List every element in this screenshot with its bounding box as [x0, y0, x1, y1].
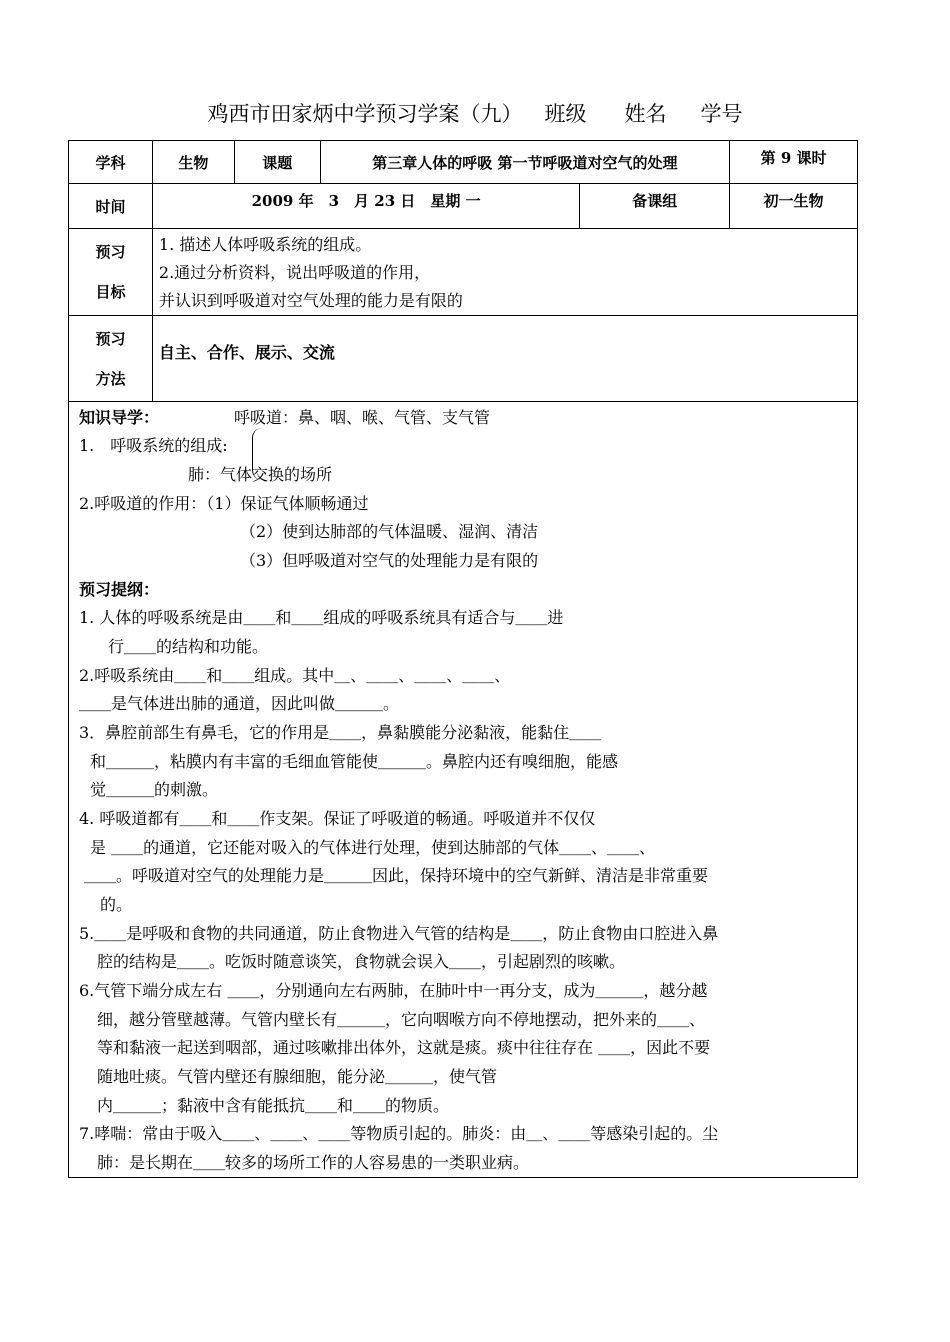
- group-label: 备课组: [580, 184, 730, 229]
- outline-title: 预习提纲：: [79, 580, 160, 599]
- q7-line-2: 肺：是长期在＿＿较多的场所工作的人容易患的一类职业病。: [97, 1153, 530, 1172]
- q3-line-3: 觉＿＿＿的刺激。: [90, 780, 219, 799]
- q4-line-1: 4. 呼吸道都有＿＿和＿＿作支架。保证了呼吸道的畅通。呼吸道并不仅仅: [79, 809, 596, 828]
- goal-label-2: 目标: [95, 283, 126, 301]
- q4-line-4: 的。: [100, 895, 133, 914]
- method-label-2: 方法: [95, 369, 126, 388]
- topic-label: 课题: [234, 141, 320, 184]
- title-main: 鸡西市田家炳中学预习学案（九）: [207, 102, 523, 126]
- group-value: 初一生物: [730, 184, 858, 229]
- title-class: 班级: [544, 102, 587, 126]
- goals-cell: [152, 229, 857, 316]
- q6-line-5: 内＿＿＿；黏液中含有能抵抗＿＿和＿＿的物质。: [97, 1096, 450, 1115]
- method-label: [69, 316, 153, 402]
- topic-value: 第三章人体的呼吸 第一节呼吸道对空气的处理: [320, 141, 729, 184]
- q1-line-1: 1. 人体的呼吸系统是由＿＿和＿＿组成的呼吸系统具有适合与＿＿进: [79, 608, 564, 627]
- goal-label-1: 预习: [95, 243, 126, 261]
- date-value: 2009 年 3 月 23 日 星期 一: [152, 184, 579, 229]
- q6-line-1: 6.气管下端分成左右 ＿＿，分别通向左右两肺，在肺叶中一再分支，成为＿＿＿，越分越: [79, 981, 708, 1000]
- goal-line-3: 并认识到呼吸道对空气处理的能力是有限的: [158, 291, 463, 310]
- method-label-1: 预习: [95, 329, 126, 348]
- goal-line-1: 1. 描述人体呼吸系统的组成。: [158, 235, 372, 254]
- title-name: 姓名: [624, 102, 667, 126]
- method-value: 自主、合作、展示、交流: [152, 316, 857, 402]
- q5-line-1: 5.＿＿是呼吸和食物的共同通道，防止食物进入气管的结构是＿＿，防止食物由口腔进入鼻: [79, 924, 719, 943]
- airway-line: 呼吸道：鼻、咽、喉、气管、支气管: [234, 408, 491, 427]
- q6-line-2: 细，越分管壁越薄。气管内壁长有＿＿＿，它向咽喉方向不停地摆动，把外来的＿＿、: [97, 1010, 706, 1029]
- lung-line: 肺：气体交换的场所: [188, 465, 333, 484]
- lesson-number: 第 9 课时: [730, 141, 858, 184]
- q6-line-3: 等和黏液一起送到咽部，通过咳嗽排出体外，这就是痰。痰中往往存在 ＿＿，因此不要: [97, 1038, 711, 1057]
- q5-line-2: 腔的结构是＿＿。吃饭时随意谈笑，食物就会误入＿＿，引起剧烈的咳嗽。: [97, 952, 626, 971]
- q2-line-1: 2.呼吸系统由＿＿和＿＿组成。其中＿、＿＿、＿＿、＿＿、: [79, 666, 511, 685]
- subject-value: 生物: [152, 141, 234, 184]
- page-title: [0, 98, 950, 128]
- q2-line-2: ＿＿是气体进出肺的通道，因此叫做＿＿＿。: [79, 694, 400, 713]
- guide-title: 知识导学：: [79, 408, 160, 427]
- q4-line-3: ＿＿。呼吸道对空气的处理能力是＿＿＿因此，保持环境中的空气新鲜、清洁是非常重要: [84, 866, 709, 885]
- goal-label: [69, 229, 153, 316]
- role-line-3: （3）但呼吸道对空气的处理能力是有限的: [240, 551, 539, 570]
- header-table: [68, 140, 858, 402]
- q4-line-2: 是 ＿＿的通道，它还能对吸入的气体进行处理，使到达肺部的气体＿＿、＿＿、: [90, 838, 656, 857]
- role-line-2: （2）使到达肺部的气体温暖、湿润、清洁: [240, 522, 539, 541]
- title-number: 学号: [700, 102, 743, 126]
- composition-line: 1. 呼吸系统的组成:: [79, 436, 228, 455]
- q3-line-1: 3．鼻腔前部生有鼻毛，它的作用是＿＿，鼻黏膜能分泌黏液，能黏住＿＿: [79, 723, 602, 742]
- q3-line-2: 和＿＿＿，粘膜内有丰富的毛细血管能使＿＿＿。鼻腔内还有嗅细胞，能感: [90, 752, 619, 771]
- time-label: 时间: [69, 184, 153, 229]
- role-line-1: 2.呼吸道的作用：（1）保证气体顺畅通过: [79, 494, 369, 513]
- q6-line-4: 随地吐痰。气管内壁还有腺细胞，能分泌＿＿＿，使气管: [97, 1067, 498, 1086]
- q1-line-2: 行＿＿的结构和功能。: [108, 637, 269, 656]
- goal-line-2: 2.通过分析资料，说出呼吸道的作用，: [158, 263, 431, 282]
- q7-line-1: 7.哮喘：常由于吸入＿＿、＿＿、＿＿等物质引起的。肺炎：由＿、＿＿等感染引起的。尘: [79, 1124, 719, 1143]
- subject-label: 学科: [69, 141, 153, 184]
